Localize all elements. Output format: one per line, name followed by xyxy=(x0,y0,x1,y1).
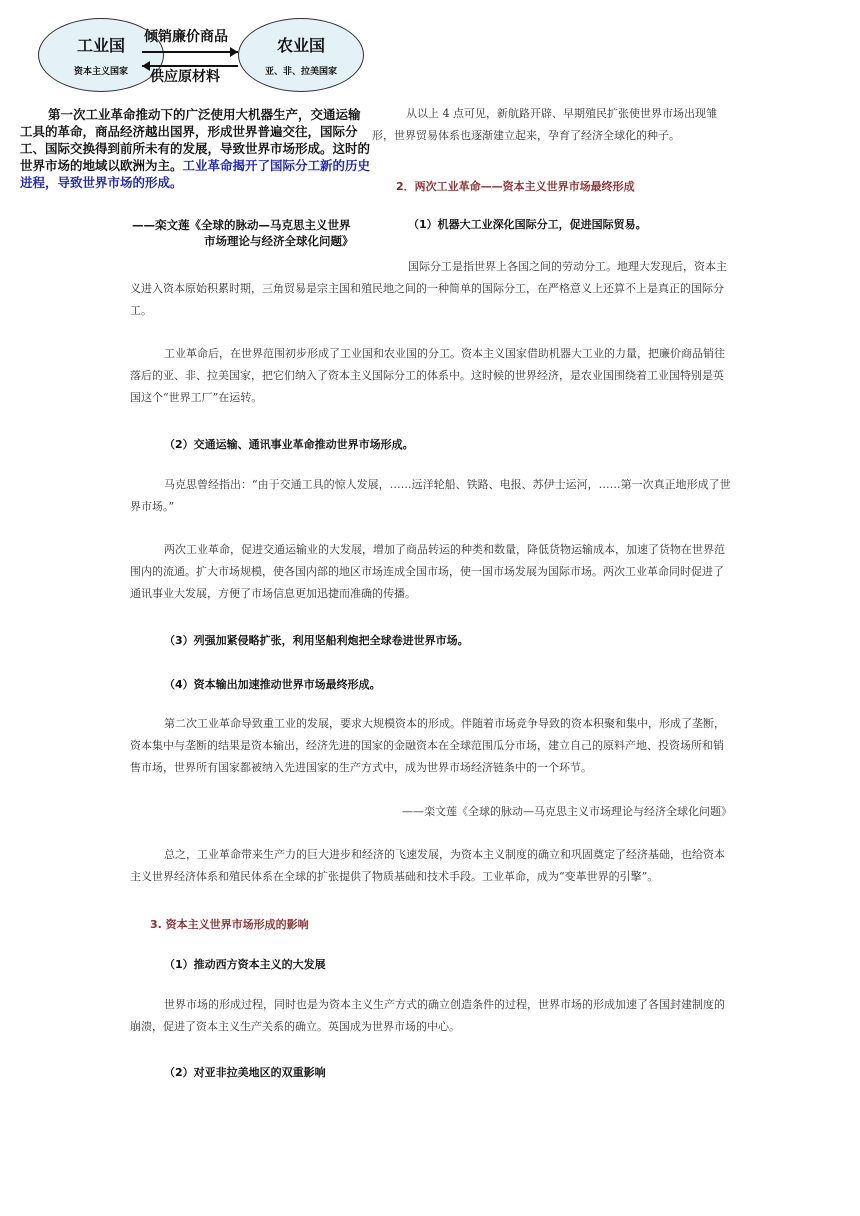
figure-source xyxy=(132,217,377,249)
section-3-heading: 3. 资本主义世界市场形成的影响 xyxy=(150,918,309,931)
figure-source-line2: 市场理论与经济全球化问题》 xyxy=(204,234,354,248)
section-2-4-heading: （4）资本输出加速推动世界市场最终形成。 xyxy=(164,678,381,691)
figure-caption-highlight: 工业革命揭开了国际分工新的历史进程，导致世界市场的形成。 xyxy=(20,158,371,190)
figure-source-line1: ——栾文莲《全球的脉动—马克思主义世界 xyxy=(132,218,351,232)
summary-paragraph: 总之，工业革命带来生产力的巨大进步和经济的飞速发展，为资本主义制度的确立和巩固奠定了经济基础，也给资本主义世界经济体系和殖民体系在全球的扩张提供了物质基础和技术手段。工业革命，成为“变革世界的引擎”。 xyxy=(130,848,725,883)
citation-line: ——栾文莲《全球的脉动—马克思主义市场理论与经济全球化问题》 xyxy=(402,805,732,818)
marx-quote-paragraph: 马克思曾经指出：“由于交通工具的惊人发展，……远洋轮船、铁路、电报、苏伊士运河，……第一次真正地形成了世界市场。” xyxy=(130,478,731,513)
section-2-2-heading: （2）交通运输、通讯事业革命推动世界市场形成。 xyxy=(164,438,414,451)
division-paragraph: 国际分工是指世界上各国之间的劳动分工。地理大发现后，资本主义进入资本原始积累时期，三角贸易是宗主国和殖民地之间的一种简单的国际分工，在严格意义上还算不上是真正的国际分工。 xyxy=(130,260,727,317)
impact-paragraph: 世界市场的形成过程，同时也是为资本主义生产方式的确立创造条件的过程，世界市场的形成加速了各国封建制度的崩溃，促进了资本主义生产关系的确立。英国成为世界市场的中心。 xyxy=(130,998,725,1033)
figure-caption xyxy=(20,106,372,191)
section-3-1-heading: （1）推动西方资本主义的大发展 xyxy=(164,958,326,971)
section-2-3-heading: （3）列强加紧侵略扩张，利用坚船利炮把全球卷进世界市场。 xyxy=(164,634,469,647)
two-revolutions-paragraph: 两次工业革命，促进交通运输业的大发展，增加了商品转运的种类和数量，降低货物运输成本，加速了货物在世界范围内的流通。扩大市场规模，使各国内部的地区市场连成全国市场，使一国市场发展为国际市场。两次工业革命同时促进了通讯事业大发展，方便了市场信息更加迅捷而准确的传播。 xyxy=(130,543,725,600)
industrial-country-title: 工业国 xyxy=(76,36,125,55)
second-revolution-paragraph: 第二次工业革命导致重工业的发展，要求大规模资本的形成。伴随着市场竞争导致的资本积聚和集中，形成了垄断，资本集中与垄断的结果是资本输出，经济先进的国家的金融资本在全球范围瓜分市场，建立自己的原料产地、投资场所和销售市场，世界所有国家都被纳入先进国家的生产方式中，成为世界市场经济链条中的一个环节。 xyxy=(130,717,725,774)
industrial-country-subtitle: 资本主义国家 xyxy=(73,67,128,77)
dumping-goods-label: 倾销廉价商品 xyxy=(144,29,228,45)
industrial-revolution-paragraph: 工业革命后，在世界范围初步形成了工业国和农业国的分工。资本主义国家借助机器大工业的力量，把廉价商品销往落后的亚、非、拉美国家，把它们纳入了资本主义国际分工的体系中。这时候的世界经济，是农业国围绕着工业国特别是英国这个“世界工厂”在运转。 xyxy=(130,347,725,404)
agricultural-country-title: 农业国 xyxy=(276,36,325,55)
trade-diagram-figure xyxy=(20,14,372,254)
raw-materials-label: 供应原材料 xyxy=(150,69,220,85)
intro-paragraph: 从以上 4 点可见，新航路开辟、早期殖民扩张使世界市场出现雏形，世界贸易体系也逐渐建立起来，孕育了经济全球化的种子。 xyxy=(372,107,717,142)
section-2-heading: 2．两次工业革命——资本主义世界市场最终形成 xyxy=(396,180,635,193)
section-2-1-heading: （1）机器大工业深化国际分工，促进国际贸易。 xyxy=(408,218,647,231)
figure-caption-main: 第一次工业革命推动下的广泛使用大机器生产，交通运输工具的革命，商品经济越出国界，形成世界普遍交往，国际分工、国际交换得到前所未有的发展，导致世界市场形成。这时的世界市场的地域以欧洲为主。 xyxy=(20,107,371,173)
agricultural-country-oval xyxy=(238,18,364,92)
agricultural-country-subtitle: 亚、非、拉美国家 xyxy=(264,67,337,77)
section-3-2-heading: （2）对亚非拉美地区的双重影响 xyxy=(164,1066,326,1079)
